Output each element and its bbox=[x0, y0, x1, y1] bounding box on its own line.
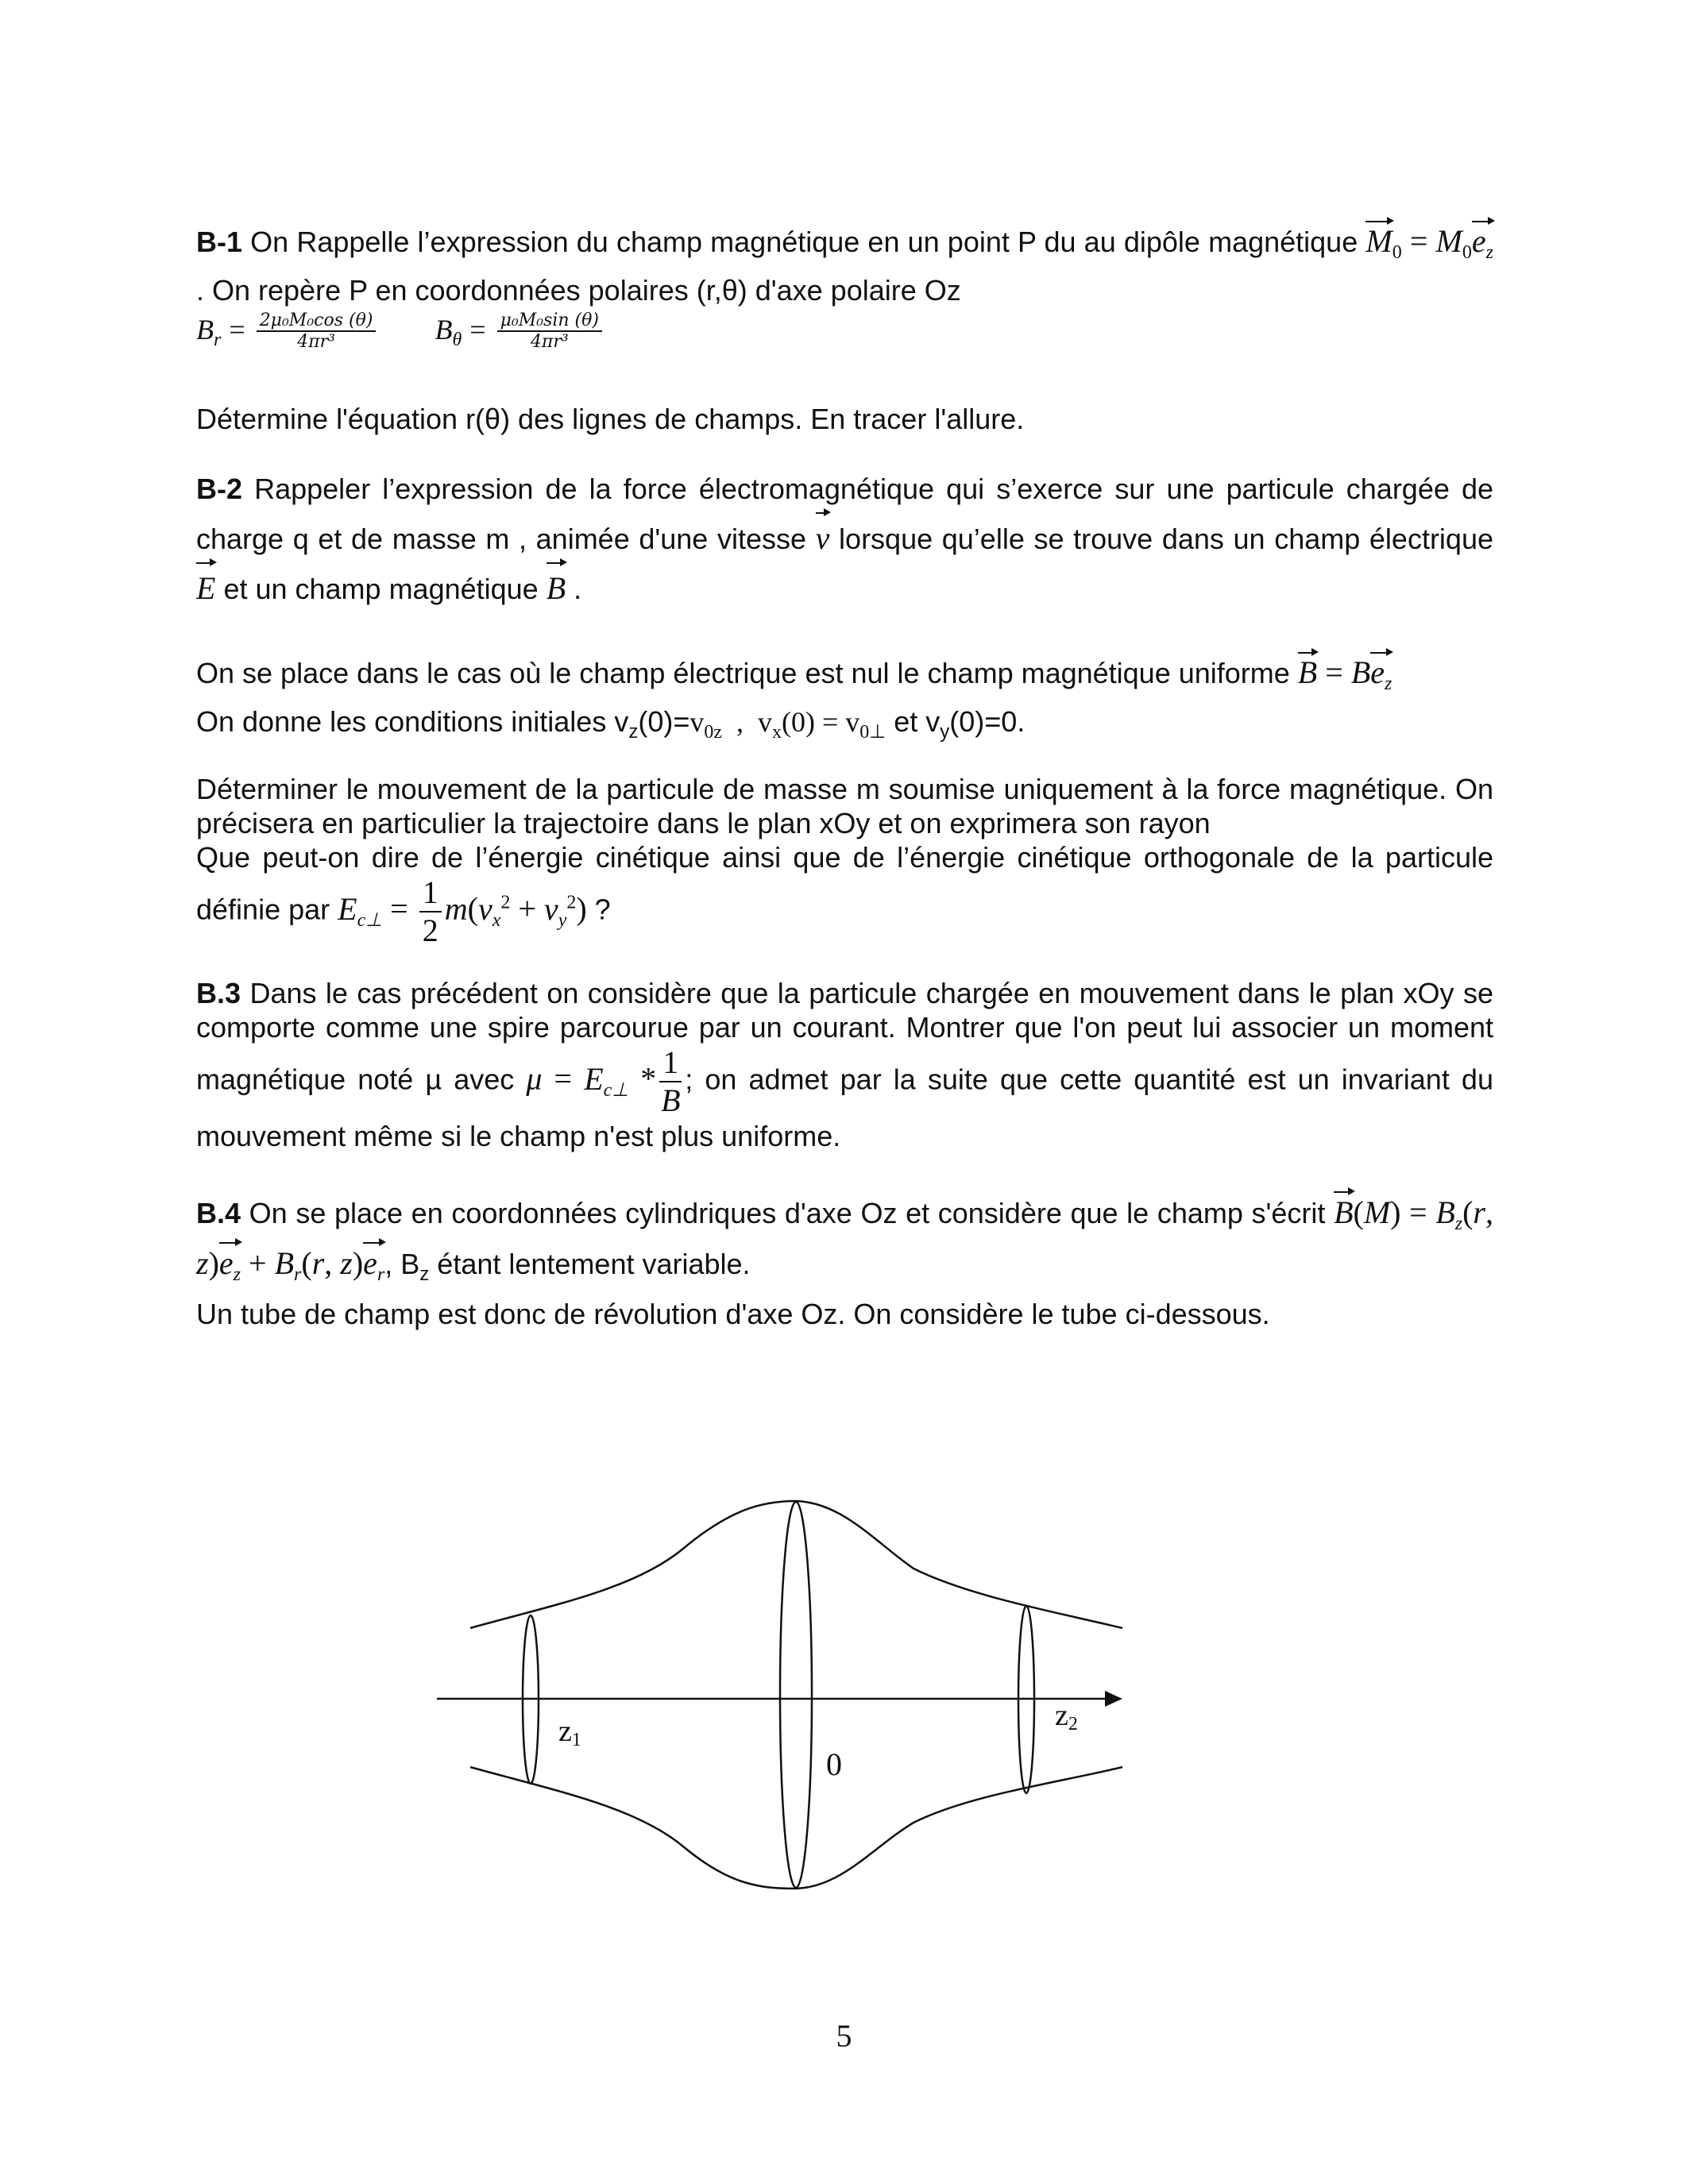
b1-label: B-1 bbox=[196, 226, 243, 258]
label-z1: z1 bbox=[558, 1715, 581, 1750]
section-b4: B.4 On se place en coordonnées cylindriques d'axe Oz et considère que le champ s'écrit $B(M) = B_z(r$, $z)e_z + B_r(r$, $z)e_r$, $B_z$ étant lentement variable. bbox=[196, 1193, 1493, 1295]
b1-text: On Rappelle l’expression du champ magnétique en un point P du au dipôle magnétique bbox=[242, 226, 1366, 258]
label-z2: z2 bbox=[1055, 1699, 1078, 1734]
b2-text-4: . bbox=[574, 573, 582, 605]
b2-text: Rappeler l’expression de la force électromagnétique qui s’exerce sur une particule chargée de charge q et de masse m , animée d'une vitesse bbox=[196, 473, 1493, 555]
b2-para3: Déterminer le mouvement de la particule de masse m soumise uniquement à la force magnétique. On précisera en particulier la trajectoire dans le plan xOy et on exprimera son rayon bbox=[196, 773, 1493, 839]
b3-label: B.3 bbox=[196, 977, 241, 1009]
initial-conditions: On donne les conditions initiales $v_z(0)=v_{0z}$ , $v_x(0) = v_{0\perp}$ et $v_y(0)=0$. bbox=[196, 705, 1026, 743]
b2-text-3: et un champ magnétique bbox=[215, 573, 547, 605]
uniform-field-equation: $B = Be_z$ bbox=[1298, 657, 1393, 689]
field-components: $B_r$ = $\frac{\text{2μ₀M₀cos (θ)}}{\text{4πr³}}$ $B_\theta$ = $\frac{\text{μ₀M₀sin (θ)}}{\text{4πr³}}$ bbox=[196, 309, 1493, 361]
cond-text-2: (0)= bbox=[638, 705, 690, 738]
b2-para2: On se place dans le cas où le champ électrique est nul le champ magnétique uniforme bbox=[196, 657, 1298, 689]
b2-label: B-2 bbox=[196, 473, 243, 505]
label-zero: 0 bbox=[826, 1746, 842, 1782]
section-b3: B.3 Dans le cas précédent on considère que la particule chargée en mouvement dans le plan xOy se comporte comme une spire parcourue par un courant. Montrer que l'on peut lui associer un moment magnétique noté µ avec $\mu = E_{c\perp}$ * $\frac{1}{B}$ ; on admet par la suite que cette quantité est un invariant du mouvement même si le champ n'est plus uniforme. bbox=[196, 977, 1493, 1152]
page-number: 5 bbox=[836, 2018, 852, 2054]
dipole-equation: $M_0 = M_0e_z$ bbox=[1365, 226, 1493, 258]
tube-lower-boundary bbox=[470, 1767, 1122, 1889]
section-b2: B-2 Rappeler l’expression de la force électromagnétique qui s’exerce sur une particule chargée de charge q et de masse m , animée d'une vitesse v lorsque qu’elle se trouve dans un champ électrique E et un champ magnétique B . bbox=[196, 465, 1493, 614]
b1-question: Détermine l'équation r(θ) des lignes de champs. En tracer l'allure. bbox=[196, 403, 1025, 435]
b3-text: Dans le cas précédent on considère que la particule chargée en mouvement dans le plan xOy se comporte comme une spire parcourue par un courant. Montrer que l'on peut lui associer un moment magnétique noté µ avec bbox=[196, 977, 1493, 1096]
b1-text-2: . On repère P en coordonnées polaires (r,θ) d'axe polaire Oz bbox=[196, 274, 961, 307]
b4-text-4: Un tube de champ est donc de révolution d'axe Oz. On considère le tube ci-dessous. bbox=[196, 1298, 1270, 1330]
section-ellipse-0 bbox=[780, 1502, 812, 1888]
cond-text-1: On donne les conditions initiales v bbox=[196, 705, 629, 738]
document-body bbox=[196, 222, 1493, 1334]
b2-para4-end: ? bbox=[586, 893, 611, 926]
field-tube-diagram bbox=[429, 1493, 1128, 1890]
b4-label: B.4 bbox=[196, 1197, 241, 1229]
z-axis-arrow-icon bbox=[1105, 1691, 1122, 1707]
b2-uniform-field bbox=[196, 654, 1493, 703]
b4-text: On se place en coordonnées cylindriques d'axe Oz et considère que le champ s'écrit bbox=[241, 1197, 1335, 1229]
cond-text-4: (0)=0. bbox=[949, 705, 1026, 738]
section-b1 bbox=[196, 222, 1493, 309]
b3-text-2: ; on admet par la suite que cette quantité est un invariant du mouvement même si le champ n'est plus uniforme. bbox=[196, 1063, 1493, 1152]
b4-text-2: , B bbox=[384, 1248, 420, 1280]
b4-text-3: étant lentement variable. bbox=[429, 1248, 751, 1280]
b2-para4: Que peut-on dire de l’énergie cinétique ainsi que de l’énergie cinétique orthogonale de la particule définie par $E_{c\perp}$ = $\frac{1}{2}$ $m(v_x^2 + v_y^2)$ ? bbox=[196, 841, 1493, 948]
b2-para4-text: Que peut-on dire de l’énergie cinétique ainsi que de l’énergie cinétique orthogonale de la particule définie par bbox=[196, 841, 1493, 926]
cylindrical-field-equation: $B(M) = B_z(r$, $z)e_z + B_r(r$, $z)e_r$ bbox=[196, 1197, 1493, 1280]
cond-text-3: et v bbox=[886, 705, 941, 738]
b2-text-2: lorsque qu’elle se trouve dans un champ électrique bbox=[829, 523, 1493, 555]
